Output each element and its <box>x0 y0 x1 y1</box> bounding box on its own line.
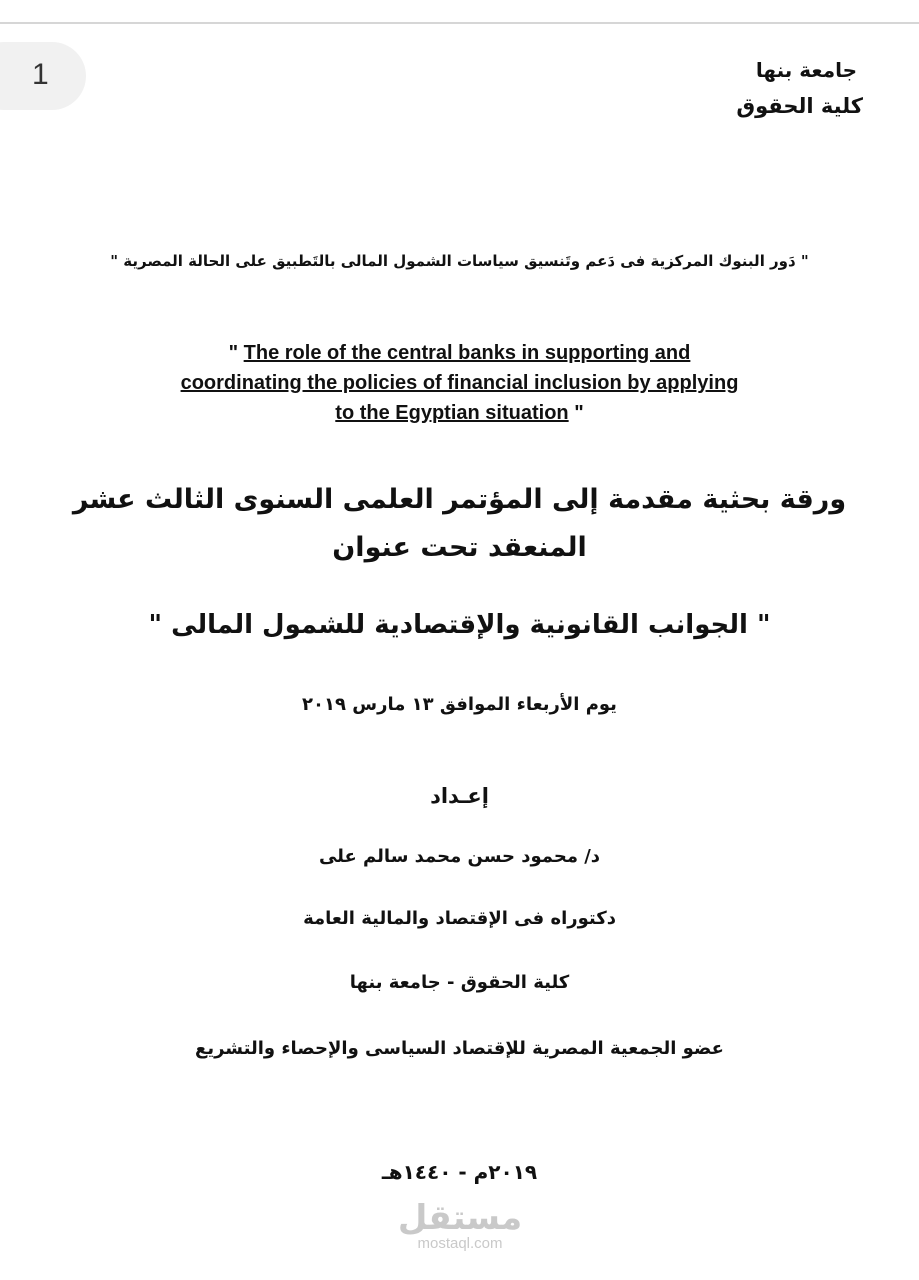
publication-year: ٢٠١٩م - ١٤٤٠هـ <box>381 1160 538 1184</box>
prepared-by-heading: إعـداد <box>430 784 489 808</box>
author-degree: دكتوراه فى الإقتصاد والمالية العامة <box>303 908 616 929</box>
author-affiliation: كلية الحقوق - جامعة بنها <box>349 972 570 993</box>
english-title-close-quote: " <box>568 402 584 424</box>
author-membership: عضو الجمعية المصرية للإقتصاد السياسى والإحصاء والتشريع <box>195 1038 724 1059</box>
page-number: 1 <box>32 58 49 91</box>
english-title-open-quote: " <box>228 342 244 364</box>
english-title-text-1: The role of the central banks in supporting and <box>243 342 691 364</box>
watermark-url: mostaql.com <box>417 1235 503 1252</box>
mostaql-watermark <box>360 1200 560 1252</box>
conference-title: " الجوانب القانونية والإقتصادية للشمول المالى " <box>148 610 771 640</box>
english-title-text-2: coordinating the policies of financial inclusion by applying <box>180 372 739 394</box>
author-name: د/ محمود حسن محمد سالم على <box>318 846 601 867</box>
top-divider <box>0 22 919 24</box>
paper-description-line-2: المنعقد تحت عنوان <box>332 532 587 563</box>
english-title-text-3: to the Egyptian situation <box>335 402 569 424</box>
english-title-line-3 <box>0 398 919 428</box>
conference-date: يوم الأربعاء الموافق ١٣ مارس ٢٠١٩ <box>302 694 617 715</box>
faculty-name: كلية الحقوق <box>736 94 863 118</box>
watermark-logo: مستقل <box>397 1198 523 1238</box>
english-title-line-1 <box>0 338 919 368</box>
paper-description-line-1: ورقة بحثية مقدمة إلى المؤتمر العلمى السنوى الثالث عشر <box>72 484 847 515</box>
english-title-line-2 <box>0 368 919 398</box>
arabic-title: " دَور البنوك المركزية فى دَعم وتَنسيق سياسات الشمول المالى بالتَطبيق على الحالة المصرية " <box>110 252 809 270</box>
university-name: جامعة بنها <box>755 58 857 82</box>
